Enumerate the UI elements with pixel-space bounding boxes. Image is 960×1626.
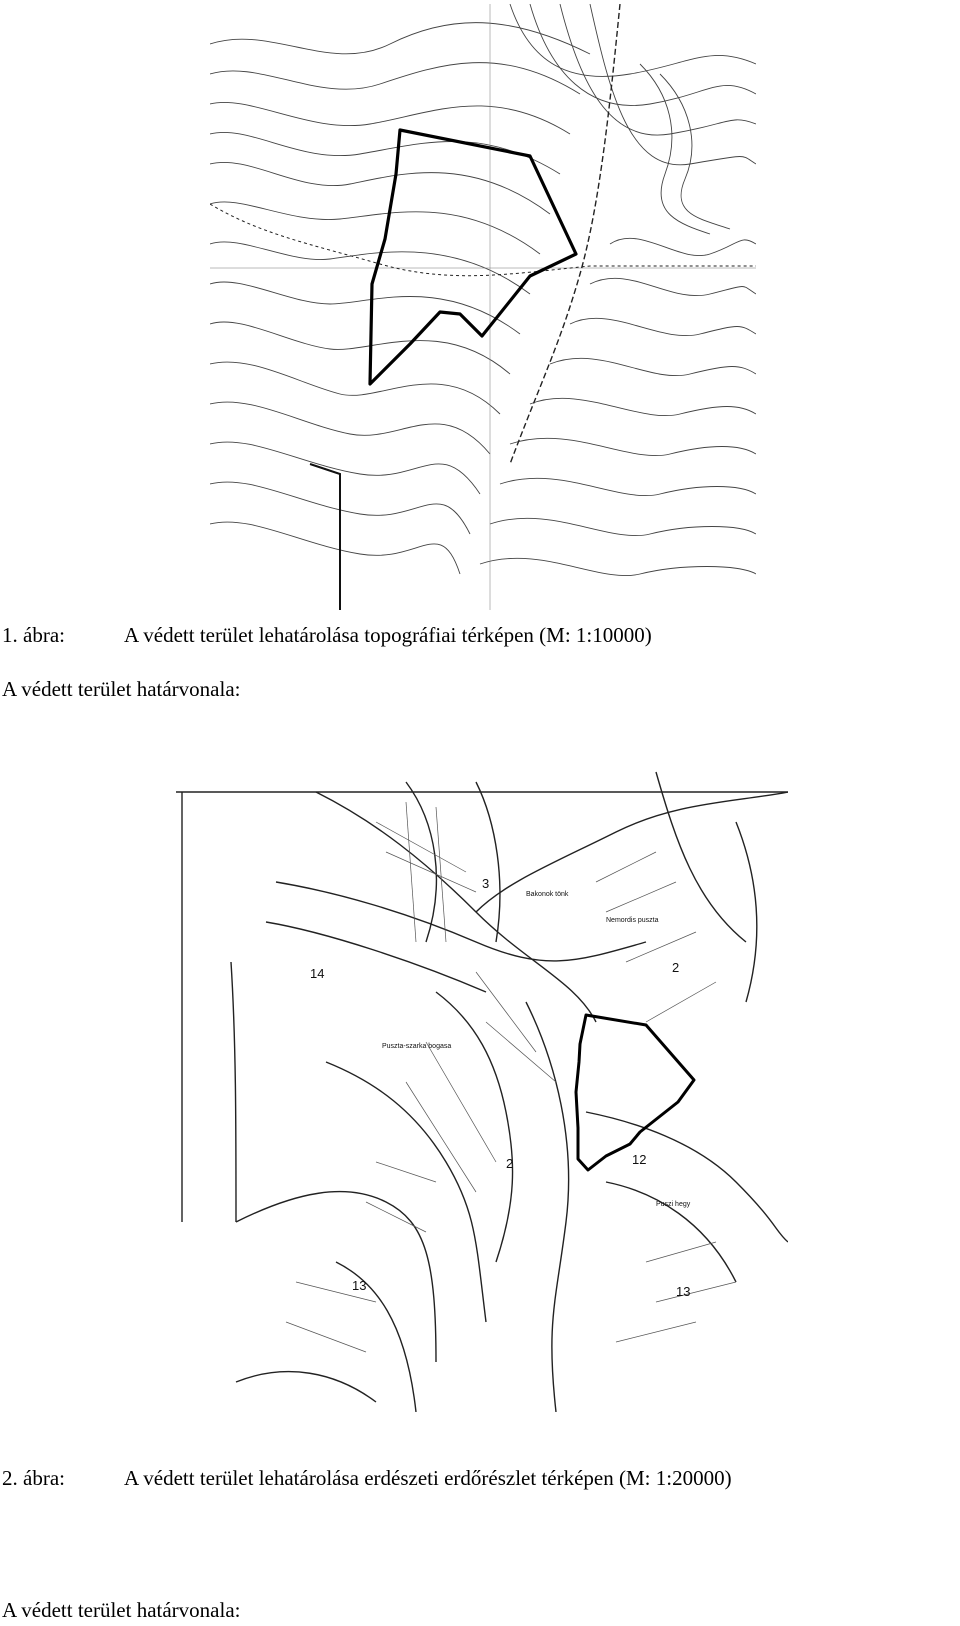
- label-compartment-2a: 2: [672, 960, 680, 975]
- label-compartment-3: 3: [482, 876, 490, 891]
- figure-1-legend: A védett terület határvonala:: [2, 677, 241, 701]
- label-compartment-14: 14: [310, 966, 325, 981]
- figure-2-number: 2. ábra:: [2, 1466, 65, 1490]
- label-compartment-12: 12: [632, 1152, 647, 1167]
- figure-2-caption: [2, 1466, 732, 1490]
- label-bakonok: Bakonok tönk: [526, 891, 569, 898]
- forestry-map-drawing: [176, 762, 788, 1412]
- figure-1-number: 1. ábra:: [2, 623, 65, 647]
- label-puszi-hegy: Puszi hegy: [656, 1201, 691, 1208]
- label-compartment-13b: 13: [676, 1284, 691, 1299]
- figure-1-caption-text: A védett terület lehatárolása topográfiai térképen (M: 1:10000): [124, 623, 652, 647]
- label-compartment-2b: 2: [506, 1156, 514, 1171]
- label-nemordis: Nemordis puszta: [606, 917, 659, 924]
- figure-1-caption: [2, 623, 652, 647]
- forestry-map: [176, 762, 788, 1412]
- figure-2-caption-text: A védett terület lehatárolása erdészeti erdőrészlet térképen (M: 1:20000): [124, 1466, 732, 1490]
- label-puszta-szarka: Puszta-szarka bogasa: [382, 1043, 452, 1050]
- label-compartment-13a: 13: [352, 1278, 367, 1293]
- figure-2-legend: A védett terület határvonala:: [2, 1598, 241, 1622]
- topographic-map: [210, 4, 756, 610]
- topographic-map-drawing: [210, 4, 756, 610]
